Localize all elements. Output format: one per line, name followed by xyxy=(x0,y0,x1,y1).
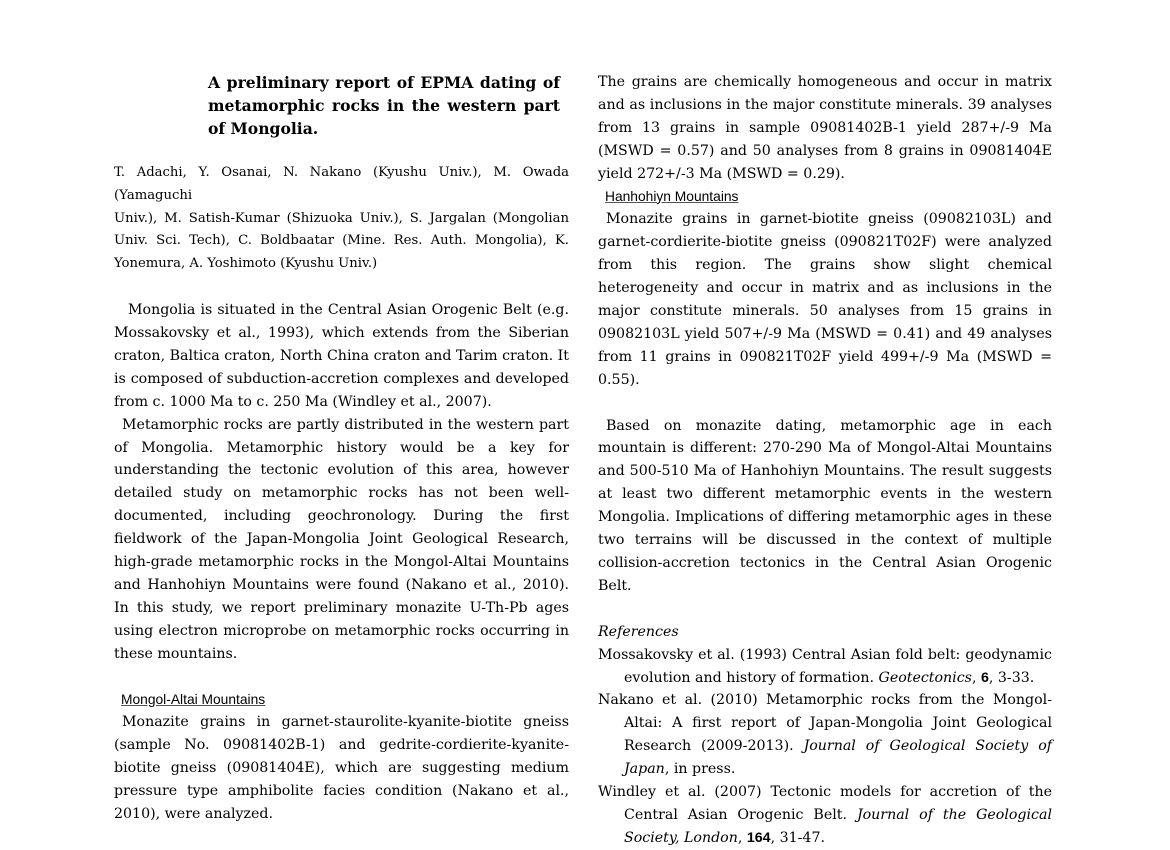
section-heading-mongol-altai: Mongol-Altai Mountains xyxy=(121,691,266,707)
mongol-altai-paragraph-continued: The grains are chemically homogeneous and occur in matrix and as inclusions in the major constitute minerals. 39 analyses from 13 grains in sample 09081402B-1 yield 287+/-9 Ma (MSWD = 0.57) and 50 analyses from 8 grains in 09081404E yield 272+/-3 Ma (MSWD = 0.29). xyxy=(598,74,1052,182)
reference-item: Mossakovsky et al. (1993) Central Asian fold belt: geodynamic evolution and history of formation. Geotectonics, 6, 3-33. xyxy=(598,646,1052,686)
journal-name: Journal of the Geological Society, London xyxy=(624,806,1052,846)
reference-item: Windley et al. (2007) Tectonic models for accretion of the Central Asian Orogenic Belt. Journal of the Geological Society, London, 164, 31-47. xyxy=(598,784,1052,846)
author-line: Univ. Sci. Tech), C. Boldbaatar (Mine. Res. Auth. Mongolia), K. xyxy=(114,233,569,249)
paper-title: A preliminary report of EPMA dating of metamorphic rocks in the western part of Mongolia. xyxy=(208,73,560,138)
references-heading: References xyxy=(598,623,679,640)
author-line: T. Adachi, Y. Osanai, N. Nakano (Kyushu Univ.), M. Owada (Yamaguchi xyxy=(114,164,569,203)
conclusion-paragraph: Based on monazite dating, metamorphic age in each mountain is different: 270-290 Ma of Mongol-Altai Mountains and 500-510 Ma of Hanhohiyn Mountains. The result suggests at least two different metamorphic events in the western Mongolia. Implications of differing metamorphic ages in these two terrains will be discussed in the context of multiple collision-accretion tectonics in the Central Asian Orogenic Belt. xyxy=(598,417,1052,594)
journal-name: Geotectonics xyxy=(878,669,972,686)
journal-name: Journal of Geological Society of Japan xyxy=(624,738,1052,778)
intro-paragraph-2: Metamorphic rocks are partly distributed in the western part of Mongolia. Metamorphic history would be a key for understanding the tectonic evolution of this area, however detailed study on metamorphic rocks has not been well-documented, including geochronology. During the first fieldwork of the Japan-Mongolia Joint Geological Research, high-grade metamorphic rocks in the Mongol-Altai Mountains and Hanhohiyn Mountains were found (Nakano et al., 2010). In this study, we report preliminary monazite U-Th-Pb ages using electron microprobe on metamorphic rocks occurring in these mountains. xyxy=(114,416,569,662)
reference-item: Nakano et al. (2010) Metamorphic rocks from the Mongol-Altai: A first report of Japan-Mongolia Joint Geological Research (2009-2013). Journal of Geological Society of Japan, in press. xyxy=(598,692,1052,778)
section-heading-hanhohiyn: Hanhohiyn Mountains xyxy=(605,188,739,204)
mongol-altai-paragraph-start: Monazite grains in garnet-staurolite-kyanite-biotite gneiss (sample No. 09081402B-1) and gedrite-cordierite-kyanite-biotite gneiss (09081404E), which are suggesting medium pressure type amphibolite facies condition (Nakano et al., 2010), were analyzed. xyxy=(114,714,569,823)
intro-paragraph-1: Mongolia is situated in the Central Asian Orogenic Belt (e.g. Mossakovsky et al., 1993), which extends from the Siberian craton, Baltica craton, North China craton and Tarim craton. It is composed of subduction-accretion complexes and developed from c. 1000 Ma to c. 250 Ma (Windley et al., 2007). xyxy=(114,302,569,410)
author-list xyxy=(114,162,569,277)
left-column xyxy=(114,71,569,826)
journal-volume: 6 xyxy=(980,669,989,686)
journal-volume: 164 xyxy=(746,829,771,846)
author-line: Univ.), M. Satish-Kumar (Shizuoka Univ.), S. Jargalan (Mongolian xyxy=(114,210,569,226)
right-column xyxy=(598,71,1052,850)
author-line: Yonemura, A. Yoshimoto (Kyushu Univ.) xyxy=(114,256,378,272)
hanhohiyn-paragraph: Monazite grains in garnet-biotite gneiss (09082103L) and garnet-cordierite-biotite gneiss (090821T02F) were analyzed from this region. The grains show slight chemical heterogeneity and occur in matrix and as inclusions in the major constitute minerals. 50 analyses from 15 grains in 09082103L yield 507+/-9 Ma (MSWD = 0.41) and 49 analyses from 11 grains in 090821T02F yield 499+/-9 Ma (MSWD = 0.55). xyxy=(598,211,1052,388)
